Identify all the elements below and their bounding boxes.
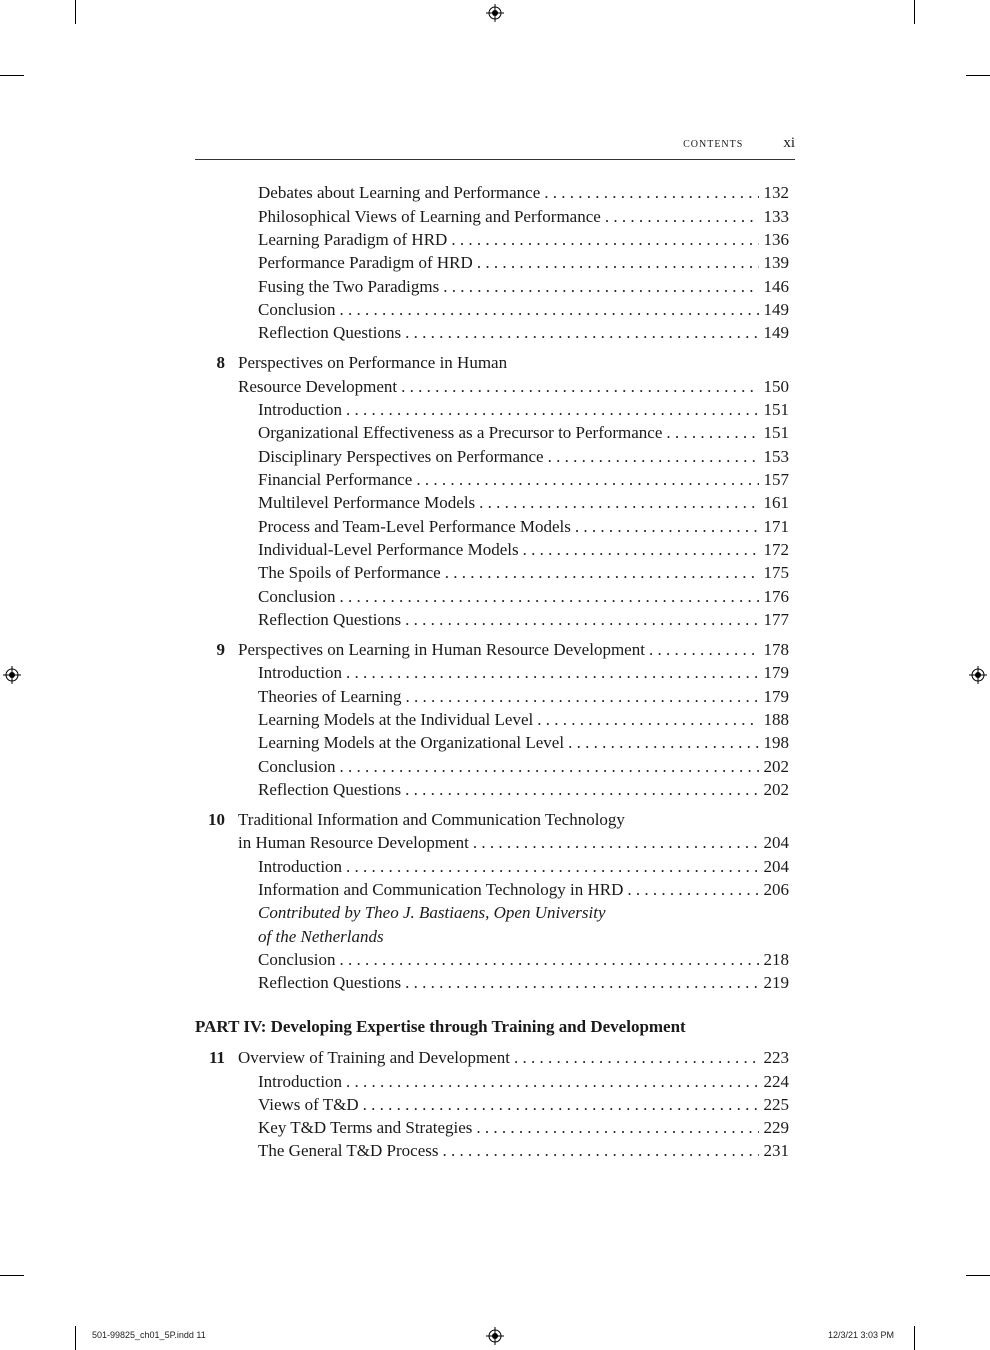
toc-entry: Introduction . . . 151 [258,398,789,421]
toc-entry: Performance Paradigm of HRD . . . 139 [258,251,789,274]
toc-entry: Key T&D Terms and Strategies . . . 229 [258,1116,789,1139]
toc-entry: Reflection Questions . . . 219 [258,971,789,994]
chapter-number: 10 [208,810,225,829]
toc-entry: Fusing the Two Paradigms . . . 146 [258,275,789,298]
toc-entry: Financial Performance . . . 157 [258,468,789,491]
toc-entry: Reflection Questions . . . 177 [258,608,789,631]
toc-entry: Individual-Level Performance Models . . . 172 [258,538,789,561]
toc-entry: Conclusion . . . 218 [258,948,789,971]
toc-entry: Conclusion . . . 202 [258,755,789,778]
toc-entry: Learning Models at the Organizational Level . . . 198 [258,731,789,754]
slug-timestamp: 12/3/21 3:03 PM [828,1330,895,1340]
chapter-title: Traditional Information and Communication Technology [238,810,625,829]
toc-entry: The Spoils of Performance . . . 175 [258,561,789,584]
toc-entry: Learning Models at the Individual Level . . . 188 [258,708,789,731]
folio: xi [783,135,795,151]
toc-entry: Conclusion . . . 176 [258,585,789,608]
slug-filename: 501-99825_ch01_5P.indd 11 [92,1330,206,1340]
toc-entry: Introduction . . . 204 [258,855,789,878]
chapter-number: 9 [216,640,225,659]
chapter-entry: in Human Resource Development . . . 204 [238,831,789,854]
chapter-number: 8 [216,353,225,372]
toc-entry: Philosophical Views of Learning and Performance . . . 133 [258,205,789,228]
toc-entry: Reflection Questions . . . 149 [258,321,789,344]
contributor-credit: Contributed by Theo J. Bastiaens, Open University [258,903,606,922]
toc-entry: Views of T&D . . . 225 [258,1093,789,1116]
toc-entry: Disciplinary Perspectives on Performance . . . 153 [258,445,789,468]
toc-entry: Organizational Effectiveness as a Precursor to Performance . . . 151 [258,421,789,444]
toc-entry: Learning Paradigm of HRD . . . 136 [258,228,789,251]
toc-entry: Introduction . . . 179 [258,661,789,684]
toc-entry: Conclusion . . . 149 [258,298,789,321]
toc-entry: Reflection Questions . . . 202 [258,778,789,801]
chapter-entry: Overview of Training and Development . . . 223 [238,1046,789,1069]
toc-entry: Information and Communication Technology in HRD . . . 206 [258,878,789,901]
chapter-title: Perspectives on Performance in Human [238,353,508,372]
toc-entry: The General T&D Process . . . 231 [258,1139,789,1162]
part-heading: PART IV: Developing Expertise through Training and Development [195,1017,686,1036]
toc-entry: Process and Team-Level Performance Models . . . 171 [258,515,789,538]
running-head-label: contents [683,136,744,151]
toc-entry: Introduction . . . 224 [258,1070,789,1093]
toc-entry: Debates about Learning and Performance . . . 132 [258,181,789,204]
chapter-entry: Resource Development . . . 150 [238,375,789,398]
chapter-number: 11 [208,1048,225,1067]
toc-entry: Theories of Learning . . . 179 [258,685,789,708]
contributor-credit: of the Netherlands [258,927,384,946]
toc-entry: Multilevel Performance Models . . . 161 [258,491,789,514]
chapter-entry: Perspectives on Learning in Human Resource Development . . . 178 [238,638,789,661]
